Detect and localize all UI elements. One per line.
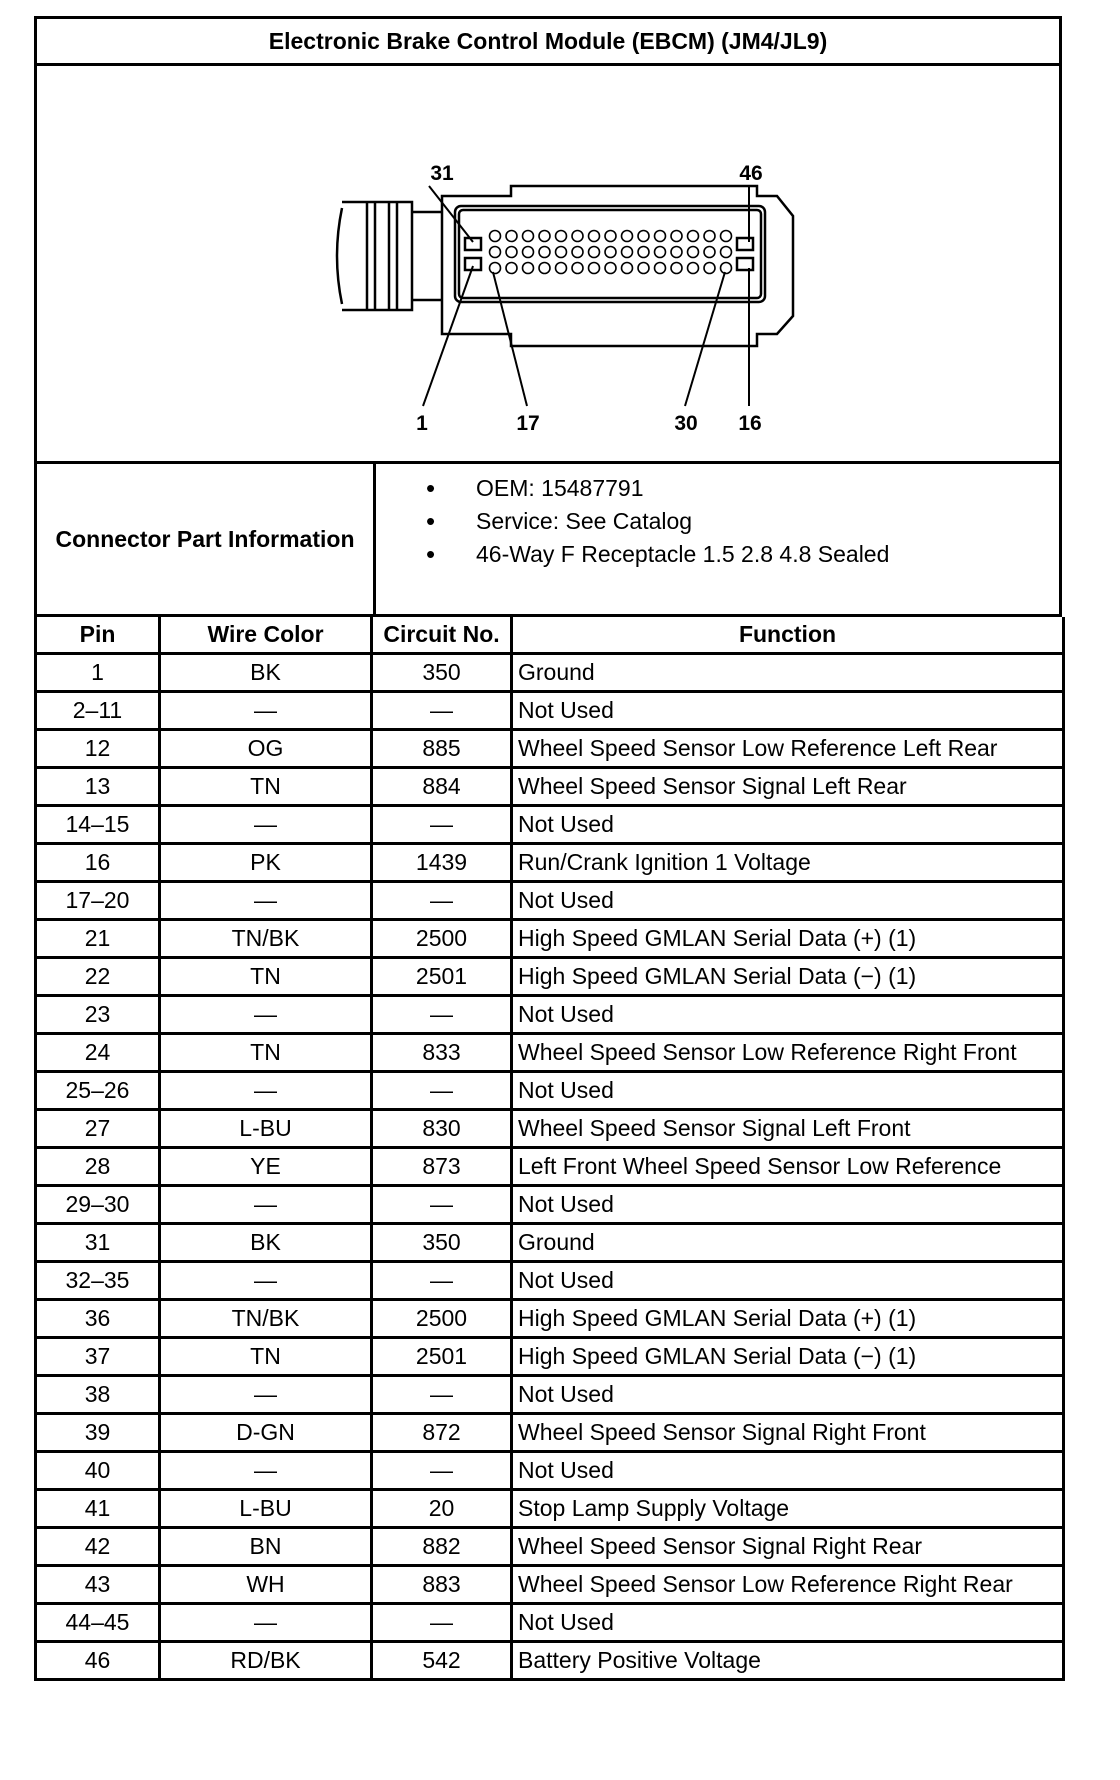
table-row	[36, 1604, 1064, 1642]
cell-function: Not Used	[512, 1186, 1064, 1224]
cell-wire-color: TN/BK	[160, 920, 372, 958]
table-row	[36, 1642, 1064, 1680]
table-row	[36, 882, 1064, 920]
cell-wire-color: TN	[160, 1034, 372, 1072]
pin-cavity	[572, 263, 583, 274]
pin-cavity	[523, 231, 534, 242]
pin-cavity	[506, 231, 517, 242]
pin-label-16: 16	[738, 412, 762, 435]
cell-wire-color: —	[160, 1452, 372, 1490]
cell-pin: 43	[36, 1566, 160, 1604]
pin-cavity	[539, 231, 550, 242]
connector-info-description: • 46-Way F Receptacle 1.5 2.8 4.8 Sealed	[426, 538, 1059, 571]
pin-cavity	[704, 247, 715, 258]
pin-cavity	[490, 263, 501, 274]
cell-function: Stop Lamp Supply Voltage	[512, 1490, 1064, 1528]
pin-cavity	[688, 231, 699, 242]
pin-cavity	[605, 247, 616, 258]
pin-label-1: 1	[416, 412, 428, 435]
pin-cavity	[490, 247, 501, 258]
cell-wire-color: BK	[160, 654, 372, 692]
table-row	[36, 1338, 1064, 1376]
cell-pin: 17–20	[36, 882, 160, 920]
pin-cavity	[655, 231, 666, 242]
table-row	[36, 654, 1064, 692]
cell-wire-color: —	[160, 996, 372, 1034]
cell-wire-color: —	[160, 806, 372, 844]
pin-cavity	[655, 263, 666, 274]
cell-function: Wheel Speed Sensor Low Reference Left Rear	[512, 730, 1064, 768]
connector-part-info	[34, 464, 1062, 617]
cell-circuit-no: —	[372, 1452, 512, 1490]
cell-wire-color: L-BU	[160, 1490, 372, 1528]
pin-cavity	[556, 247, 567, 258]
table-row	[36, 1528, 1064, 1566]
cell-pin: 22	[36, 958, 160, 996]
pin-cavity	[622, 231, 633, 242]
table-row	[36, 1300, 1064, 1338]
cell-function: Not Used	[512, 1072, 1064, 1110]
cell-circuit-no: 833	[372, 1034, 512, 1072]
pin-cavity	[688, 247, 699, 258]
pin-cavity	[523, 247, 534, 258]
table-row	[36, 1148, 1064, 1186]
cell-pin: 14–15	[36, 806, 160, 844]
connector-diagram	[34, 66, 1062, 464]
pin-cavity	[589, 231, 600, 242]
cell-function: Wheel Speed Sensor Low Reference Right Rear	[512, 1566, 1064, 1604]
cell-wire-color: —	[160, 1186, 372, 1224]
pin-cavity	[721, 231, 732, 242]
pin-cavity	[556, 263, 567, 274]
header-pin: Pin	[36, 617, 160, 654]
pin-cavity	[490, 231, 501, 242]
cell-pin: 44–45	[36, 1604, 160, 1642]
table-header-row	[36, 617, 1064, 654]
cell-wire-color: TN	[160, 1338, 372, 1376]
cell-pin: 21	[36, 920, 160, 958]
pin-label-30: 30	[674, 412, 698, 435]
cell-pin: 24	[36, 1034, 160, 1072]
cell-circuit-no: 884	[372, 768, 512, 806]
cell-function: Wheel Speed Sensor Signal Left Front	[512, 1110, 1064, 1148]
pin-cavity	[655, 247, 666, 258]
table-row	[36, 1110, 1064, 1148]
table-row	[36, 1072, 1064, 1110]
cell-function: Not Used	[512, 996, 1064, 1034]
pin-cavity	[638, 263, 649, 274]
cell-function: Not Used	[512, 1452, 1064, 1490]
cell-circuit-no: 2500	[372, 1300, 512, 1338]
cell-function: Ground	[512, 1224, 1064, 1262]
cell-circuit-no: 2500	[372, 920, 512, 958]
pin-cavity	[721, 263, 732, 274]
table-row	[36, 996, 1064, 1034]
cell-pin: 40	[36, 1452, 160, 1490]
cell-function: Not Used	[512, 1376, 1064, 1414]
pin-cavity	[671, 247, 682, 258]
document-title: Electronic Brake Control Module (EBCM) (JM4/JL9)	[34, 16, 1062, 66]
pinout-table	[34, 617, 1065, 1681]
cell-pin: 32–35	[36, 1262, 160, 1300]
cell-function: Wheel Speed Sensor Signal Left Rear	[512, 768, 1064, 806]
pin-cavity	[523, 263, 534, 274]
connector-info-list	[376, 464, 1059, 614]
cell-circuit-no: 830	[372, 1110, 512, 1148]
pin-cavity	[506, 247, 517, 258]
pin-cavity	[671, 263, 682, 274]
table-row	[36, 692, 1064, 730]
cell-wire-color: PK	[160, 844, 372, 882]
cell-circuit-no: 350	[372, 1224, 512, 1262]
table-row	[36, 1376, 1064, 1414]
pin-cavity-grid	[490, 231, 732, 274]
cell-function: High Speed GMLAN Serial Data (+) (1)	[512, 920, 1064, 958]
connector-info-oem: • OEM: 15487791	[426, 472, 1059, 505]
table-row	[36, 806, 1064, 844]
cell-pin: 41	[36, 1490, 160, 1528]
cell-circuit-no: —	[372, 1604, 512, 1642]
pin-cavity	[688, 263, 699, 274]
pinout-sheet	[34, 16, 1062, 1681]
cell-wire-color: OG	[160, 730, 372, 768]
pin-cavity	[589, 263, 600, 274]
table-row	[36, 1414, 1064, 1452]
cell-pin: 36	[36, 1300, 160, 1338]
cell-wire-color: —	[160, 1072, 372, 1110]
pin-cavity	[638, 231, 649, 242]
cell-circuit-no: 350	[372, 654, 512, 692]
cell-pin: 28	[36, 1148, 160, 1186]
cell-pin: 12	[36, 730, 160, 768]
cell-circuit-no: 542	[372, 1642, 512, 1680]
pin-cavity	[506, 263, 517, 274]
cell-wire-color: YE	[160, 1148, 372, 1186]
cell-wire-color: D-GN	[160, 1414, 372, 1452]
table-row	[36, 730, 1064, 768]
pin-cavity	[589, 247, 600, 258]
pin-cavity	[622, 263, 633, 274]
cell-wire-color: —	[160, 1604, 372, 1642]
cell-circuit-no: —	[372, 882, 512, 920]
cell-wire-color: BK	[160, 1224, 372, 1262]
pin-cavity	[721, 247, 732, 258]
cell-wire-color: TN/BK	[160, 1300, 372, 1338]
cell-function: Wheel Speed Sensor Signal Right Front	[512, 1414, 1064, 1452]
cell-pin: 31	[36, 1224, 160, 1262]
cell-circuit-no: —	[372, 806, 512, 844]
cell-circuit-no: —	[372, 1376, 512, 1414]
table-row	[36, 1566, 1064, 1604]
cell-circuit-no: 885	[372, 730, 512, 768]
table-row	[36, 1034, 1064, 1072]
table-row	[36, 920, 1064, 958]
cell-function: Left Front Wheel Speed Sensor Low Reference	[512, 1148, 1064, 1186]
cell-wire-color: —	[160, 692, 372, 730]
cell-wire-color: WH	[160, 1566, 372, 1604]
cell-wire-color: L-BU	[160, 1110, 372, 1148]
cell-circuit-no: 872	[372, 1414, 512, 1452]
cell-function: Not Used	[512, 882, 1064, 920]
cell-function: Not Used	[512, 806, 1064, 844]
table-row	[36, 768, 1064, 806]
cell-function: Run/Crank Ignition 1 Voltage	[512, 844, 1064, 882]
cell-wire-color: RD/BK	[160, 1642, 372, 1680]
pin-cavity	[572, 247, 583, 258]
table-body	[36, 654, 1064, 1680]
cell-wire-color: —	[160, 1376, 372, 1414]
cell-wire-color: BN	[160, 1528, 372, 1566]
table-row	[36, 958, 1064, 996]
cell-function: Battery Positive Voltage	[512, 1642, 1064, 1680]
pin-cavity	[671, 231, 682, 242]
cell-function: High Speed GMLAN Serial Data (+) (1)	[512, 1300, 1064, 1338]
table-row	[36, 1452, 1064, 1490]
pin-cavity	[556, 231, 567, 242]
table-row	[36, 1224, 1064, 1262]
table-row	[36, 1262, 1064, 1300]
cell-pin: 42	[36, 1528, 160, 1566]
cell-pin: 1	[36, 654, 160, 692]
cell-circuit-no: —	[372, 996, 512, 1034]
cell-function: Ground	[512, 654, 1064, 692]
cell-circuit-no: 873	[372, 1148, 512, 1186]
cell-circuit-no: 2501	[372, 958, 512, 996]
pin-cavity	[704, 231, 715, 242]
pin-label-17: 17	[516, 412, 540, 435]
cell-circuit-no: 1439	[372, 844, 512, 882]
cell-function: Not Used	[512, 1262, 1064, 1300]
cell-function: High Speed GMLAN Serial Data (−) (1)	[512, 1338, 1064, 1376]
cell-wire-color: TN	[160, 958, 372, 996]
pin-cavity	[539, 247, 550, 258]
cell-function: Not Used	[512, 692, 1064, 730]
pin-cavity	[572, 231, 583, 242]
cell-function: Wheel Speed Sensor Signal Right Rear	[512, 1528, 1064, 1566]
connector-info-label: Connector Part Information	[37, 464, 376, 614]
cell-pin: 16	[36, 844, 160, 882]
cell-pin: 39	[36, 1414, 160, 1452]
cell-circuit-no: —	[372, 1072, 512, 1110]
pin-label-46: 46	[739, 162, 763, 185]
pin-cavity	[605, 263, 616, 274]
cell-pin: 29–30	[36, 1186, 160, 1224]
cell-function: Not Used	[512, 1604, 1064, 1642]
cell-circuit-no: —	[372, 692, 512, 730]
pin-cavity	[704, 263, 715, 274]
cell-circuit-no: 883	[372, 1566, 512, 1604]
cell-pin: 27	[36, 1110, 160, 1148]
header-wire-color: Wire Color	[160, 617, 372, 654]
table-row	[36, 844, 1064, 882]
cell-circuit-no: 2501	[372, 1338, 512, 1376]
table-row	[36, 1490, 1064, 1528]
pin-cavity	[622, 247, 633, 258]
cell-pin: 23	[36, 996, 160, 1034]
cell-wire-color: TN	[160, 768, 372, 806]
pin-cavity	[638, 247, 649, 258]
cell-pin: 46	[36, 1642, 160, 1680]
cell-pin: 13	[36, 768, 160, 806]
cell-pin: 38	[36, 1376, 160, 1414]
cell-pin: 37	[36, 1338, 160, 1376]
table-row	[36, 1186, 1064, 1224]
cell-pin: 2–11	[36, 692, 160, 730]
leader-lines	[423, 186, 749, 406]
cell-pin: 25–26	[36, 1072, 160, 1110]
connector-drawing	[37, 66, 1059, 458]
cell-circuit-no: —	[372, 1186, 512, 1224]
header-circuit-no: Circuit No.	[372, 617, 512, 654]
cell-function: Wheel Speed Sensor Low Reference Right Front	[512, 1034, 1064, 1072]
header-function: Function	[512, 617, 1064, 654]
cell-function: High Speed GMLAN Serial Data (−) (1)	[512, 958, 1064, 996]
pin-cavity	[539, 263, 550, 274]
cell-circuit-no: 20	[372, 1490, 512, 1528]
cell-circuit-no: —	[372, 1262, 512, 1300]
cell-wire-color: —	[160, 1262, 372, 1300]
cell-circuit-no: 882	[372, 1528, 512, 1566]
connector-info-service: • Service: See Catalog	[426, 505, 1059, 538]
pin-cavity	[605, 231, 616, 242]
pin-label-31: 31	[430, 162, 454, 185]
cell-wire-color: —	[160, 882, 372, 920]
